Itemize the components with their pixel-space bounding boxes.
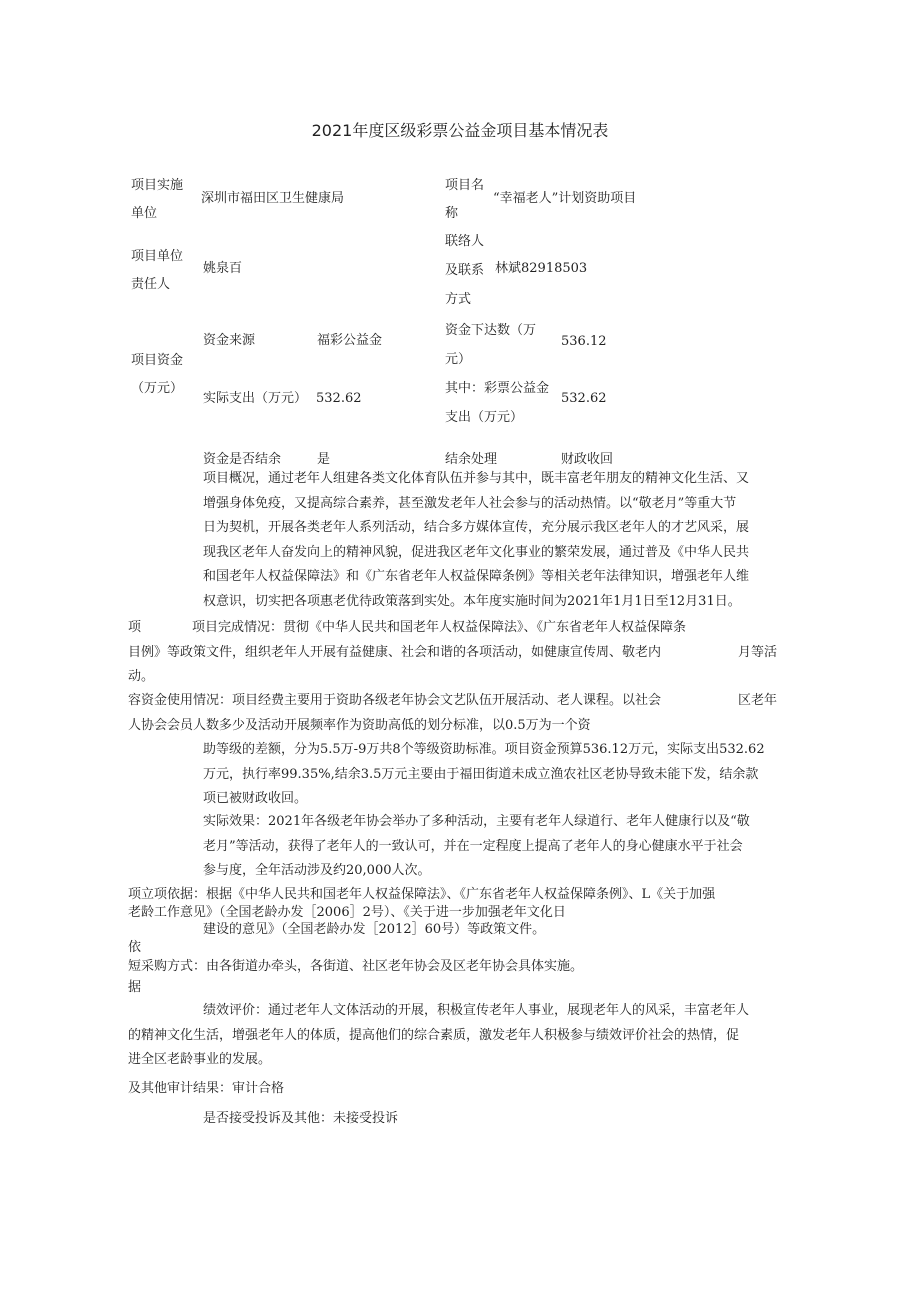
actual-value: 532.62 [316, 391, 362, 406]
procurement-line: 短采购方式：由各街道办牵头，各街道、社区老年协会及区老年协会具体实施。 [128, 959, 584, 974]
effect-line: 老月”等活动，获得了老年人的一致认可，并在一定程度上提高了老年人的身心健康水平于社会 [203, 838, 743, 854]
funds-label: 项目资金 [131, 353, 184, 368]
actual-label: 实际支出（万元） [203, 391, 308, 406]
evaluation-line-3: 进全区老龄事业的发展。 [128, 1052, 272, 1067]
contact-value: 林斌82918503 [495, 261, 588, 276]
contact-label-2: 及联系 [445, 263, 485, 278]
responsible-label-2: 责任人 [131, 277, 171, 292]
side-char-xiang: 项 [128, 620, 142, 635]
side-char-ju: 据 [128, 980, 142, 995]
funds-usage-line-1b: 区老年 [738, 693, 778, 708]
surplus-label: 资金是否结余 [203, 452, 282, 467]
completion-line-1: 项目完成情况：贯彻《中华人民共和国老年人权益保障法》、《广东省老年人权益保障条 [192, 620, 687, 635]
side-char-yi: 依 [128, 940, 142, 955]
basis-line-1: 项立项依据：根据《中华人民共和国老年人权益保障法》、《广东省老年人权益保障条例》、L《关于加强 [128, 887, 716, 902]
overview-line: 和国老年人权益保障法》和《广东省老年人权益保障条例》等相关老年法律知识，增强老年人维 [203, 569, 750, 585]
surplus-value: 是 [317, 452, 331, 467]
overview-line: 项目概况，通过老年人组建各类文化体育队伍并参与其中，既丰富老年朋友的精神文化生活、又 [203, 471, 750, 486]
completion-line-3: 动。 [128, 669, 155, 684]
project-name-label-2: 称 [445, 206, 459, 221]
funds-usage-line-2: 人协会会员人数多少及活动开展频率作为资助高低的划分标准，以0.5万为一个资 [128, 718, 591, 733]
funds-label-2: （万元） [131, 381, 184, 396]
responsible-value: 姚泉百 [203, 261, 243, 276]
evaluation-line-1: 绩效评价：通过老年人文体活动的开展，积极宣传老年人事业，展现老年人的风采，丰富老年人 [203, 1003, 750, 1018]
project-overview [203, 467, 780, 615]
funds-usage-line-5: 项已被财政收回。 [203, 791, 308, 806]
lottery-label: 其中：彩票公益金 [445, 381, 550, 396]
impl-unit-label: 项目实施 [131, 178, 184, 193]
basis-line-2: 老龄工作意见》（全国老龄办发［2006］2号）、《关于进一步加强老年文化日 [128, 905, 566, 920]
surplus-handling-label: 结余处理 [445, 452, 498, 467]
overview-line: 权意识，切实把各项惠老优待政策落到实处。本年度实施时间为2021年1月1日至12月31日。 [203, 593, 741, 609]
issued-value: 536.12 [561, 334, 607, 349]
issued-label: 资金下达数（万 [445, 323, 537, 338]
complaints: 是否接受投诉及其他：未接受投诉 [203, 1111, 399, 1126]
contact-label: 联络人 [445, 234, 485, 249]
funds-usage-line-4: 万元，执行率99.35%,结余3.5万元主要由于福田街道未成立渔农社区老协导致未能下发，结余款 [203, 767, 759, 782]
basis-line-3: 建设的意见》（全国老龄办发［2012］60号）等政策文件。 [203, 922, 546, 937]
responsible-label: 项目单位 [131, 249, 184, 264]
completion-line-2b: 月等活 [738, 645, 778, 660]
overview-line: 日为契机，开展各类老年人系列活动，结合多方媒体宣传，充分展示我区老年人的才艺风采，展 [203, 520, 750, 536]
lottery-label-2: 支出（万元） [445, 410, 524, 425]
impl-unit-label-2: 单位 [131, 206, 158, 221]
page-title: 2021年度区级彩票公益金项目基本情况表 [311, 121, 609, 140]
funds-usage-line-3: 助等级的差额，分为5.5万-9万共8个等级资助标准。项目资金预算536.12万元，实际支出532.62 [203, 742, 765, 757]
overview-line: 现我区老年人奋发向上的精神风貌，促进我区老年文化事业的繁荣发展，通过普及《中华人民共 [203, 544, 750, 560]
lottery-value: 532.62 [561, 391, 607, 406]
funds-usage-line-1: 容资金使用情况：项目经费主要用于资助各级老年协会文艺队伍开展活动、老人课程。以社会 [128, 693, 662, 708]
effect-line: 参与度，全年活动涉及约20,000人次。 [203, 863, 431, 879]
overview-line: 增强身体免疫，又提高综合素养，甚至激发老年人社会参与的活动热情。以“敬老月”等重大节 [203, 495, 737, 511]
impl-unit-value: 深圳市福田区卫生健康局 [201, 191, 345, 206]
issued-label-2: 元） [445, 352, 472, 367]
evaluation-line-2: 的精神文化生活，增强老年人的体质，提高他们的综合素质，激发老年人积极参与绩效评价社会的热情，促 [128, 1028, 740, 1043]
contact-label-3: 方式 [445, 292, 472, 307]
audit-result: 及其他审计结果：审计合格 [128, 1081, 285, 1096]
surplus-handling-value: 财政收回 [561, 452, 614, 467]
completion-line-2: 目例》等政策文件，组织老年人开展有益健康、社会和谐的各项活动，如健康宣传周、敬老内 [128, 645, 662, 660]
project-name-value: “幸福老人”计划资助项目 [493, 191, 637, 206]
actual-effect [203, 810, 780, 884]
project-name-label: 项目名 [445, 178, 485, 193]
source-value: 福彩公益金 [317, 333, 383, 348]
source-label: 资金来源 [203, 333, 256, 348]
effect-line: 实际效果：2021年各级老年协会举办了多种活动，主要有老年人绿道行、老年人健康行以及“敬 [203, 814, 750, 829]
